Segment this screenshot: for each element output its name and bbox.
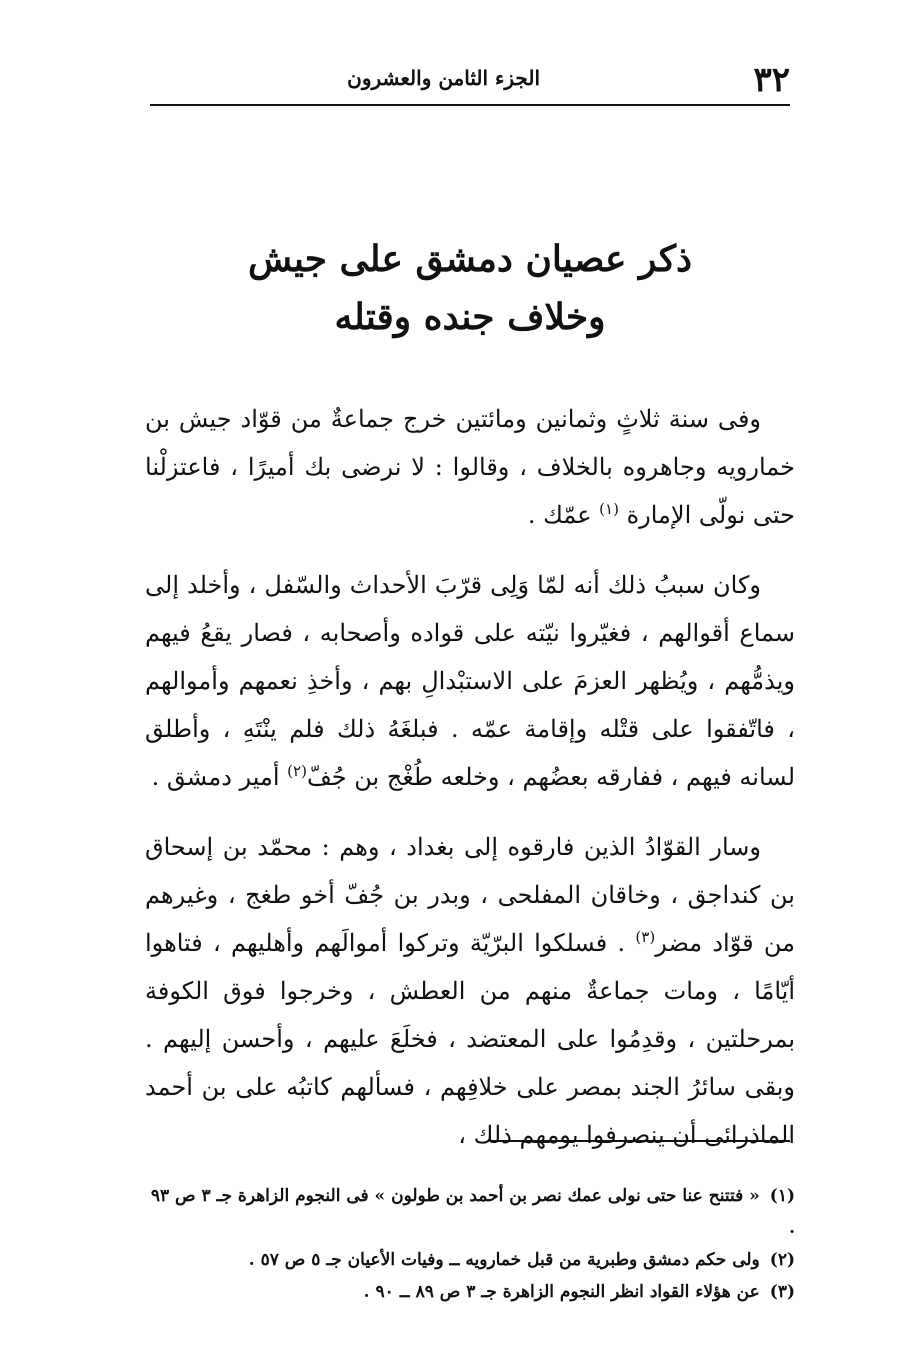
paragraph-text: وفى سنة ثلاثٍ وثمانين ومائتين خرج جماعةٌ من قوّاد جيش بن خمارويه وجاهروه بالخلاف ، وقالوا : لا نرضى بك أميرًا ، فاعتزلْنا حتى نولّى الإمارة — [145, 405, 795, 529]
running-header — [150, 60, 790, 106]
paragraph-text: . فسلكوا البرّيّة وتركوا أموالَهم وأهليهم ، فتاهوا أيّامًا ، ومات جماعةٌ منهم من العطش ، وخرجوا فوق الكوفة بمرحلتين ، وقدِمُوا على المعتضد ، فخلَعَ عليهم ، وأحسن إليهم . وبقى سائرُ الجند بمصر على خلافِهم ، فسألهم كاتبُه على بن أحمد الماذرائى أن ينصرفوا يومهم ذلك ، — [145, 929, 796, 1149]
footnote-number: (٢) — [769, 1250, 795, 1270]
paragraph — [145, 823, 795, 1159]
footnote-divider — [490, 1140, 790, 1142]
paragraph-text: أمير دمشق . — [151, 763, 288, 791]
page-number: ٣٢ — [753, 60, 790, 100]
body-text — [145, 395, 795, 1181]
paragraph-text: عمّك . — [527, 501, 600, 529]
footnote-text: ولى حكم دمشق وطبرية من قبل خمارويه ــ وفيات الأعيان جـ ٥ ص ٥٧ . — [248, 1250, 760, 1270]
footnote-reference: (١) — [599, 500, 619, 518]
footnote-text: « فتتنح عنا حتى نولى عمك نصر بن أحمد بن طولون » فى النجوم الزاهرة جـ ٣ ص ٩٣ . — [150, 1186, 795, 1238]
running-header-title: الجزء الثامن والعشرون — [347, 66, 540, 90]
paragraph — [145, 561, 795, 801]
paragraph-text: وكان سببُ ذلك أنه لمّا وَلِى قرّبَ الأحداث والسّفل ، وأخلد إلى سماع أقوالهم ، فغيّروا نيّته على قواده وأصحابه ، فصار يقعُ فيهم ويذمُّهم ، ويُظهر العزمَ على الاستبْدالِ بهم ، وأخذِ نعمهم وأموالهم ، فاتّفقوا على قتْله وإقامة عمّه . فبلغَهُ ذلك فلم ينْتَهِ ، وأطلق لسانه فيهم ، ففارقه بعضُهم ، وخلعه طُغْج بن جُفّ — [145, 571, 795, 791]
footnote-number: (١) — [769, 1186, 795, 1206]
footnote-reference: (٢) — [287, 762, 307, 780]
chapter-title-line-1: ذكر عصيان دمشق على جيش — [247, 238, 692, 280]
footnote-reference: (٣) — [635, 928, 656, 946]
footnote — [150, 1244, 795, 1276]
footnote — [150, 1180, 795, 1244]
footnote-text: عن هؤلاء القواد انظر النجوم الزاهرة جـ ٣ ص ٨٩ ــ ٩٠ . — [363, 1282, 760, 1302]
footnote-number: (٣) — [769, 1282, 795, 1302]
chapter-title — [150, 230, 790, 346]
paragraph-text: وسار القوّادُ الذين فارقوه إلى بغداد ، وهم : محمّد بن إسحاق بن كنداجق ، وخاقان المفلحى ، وبدر بن جُفّ أخو طغج ، وغيرهم من قوّاد مضر — [145, 833, 795, 957]
footnote — [150, 1276, 795, 1308]
footnotes — [150, 1180, 795, 1308]
chapter-title-line-2: وخلاف جنده وقتله — [334, 296, 606, 338]
paragraph — [145, 395, 795, 539]
